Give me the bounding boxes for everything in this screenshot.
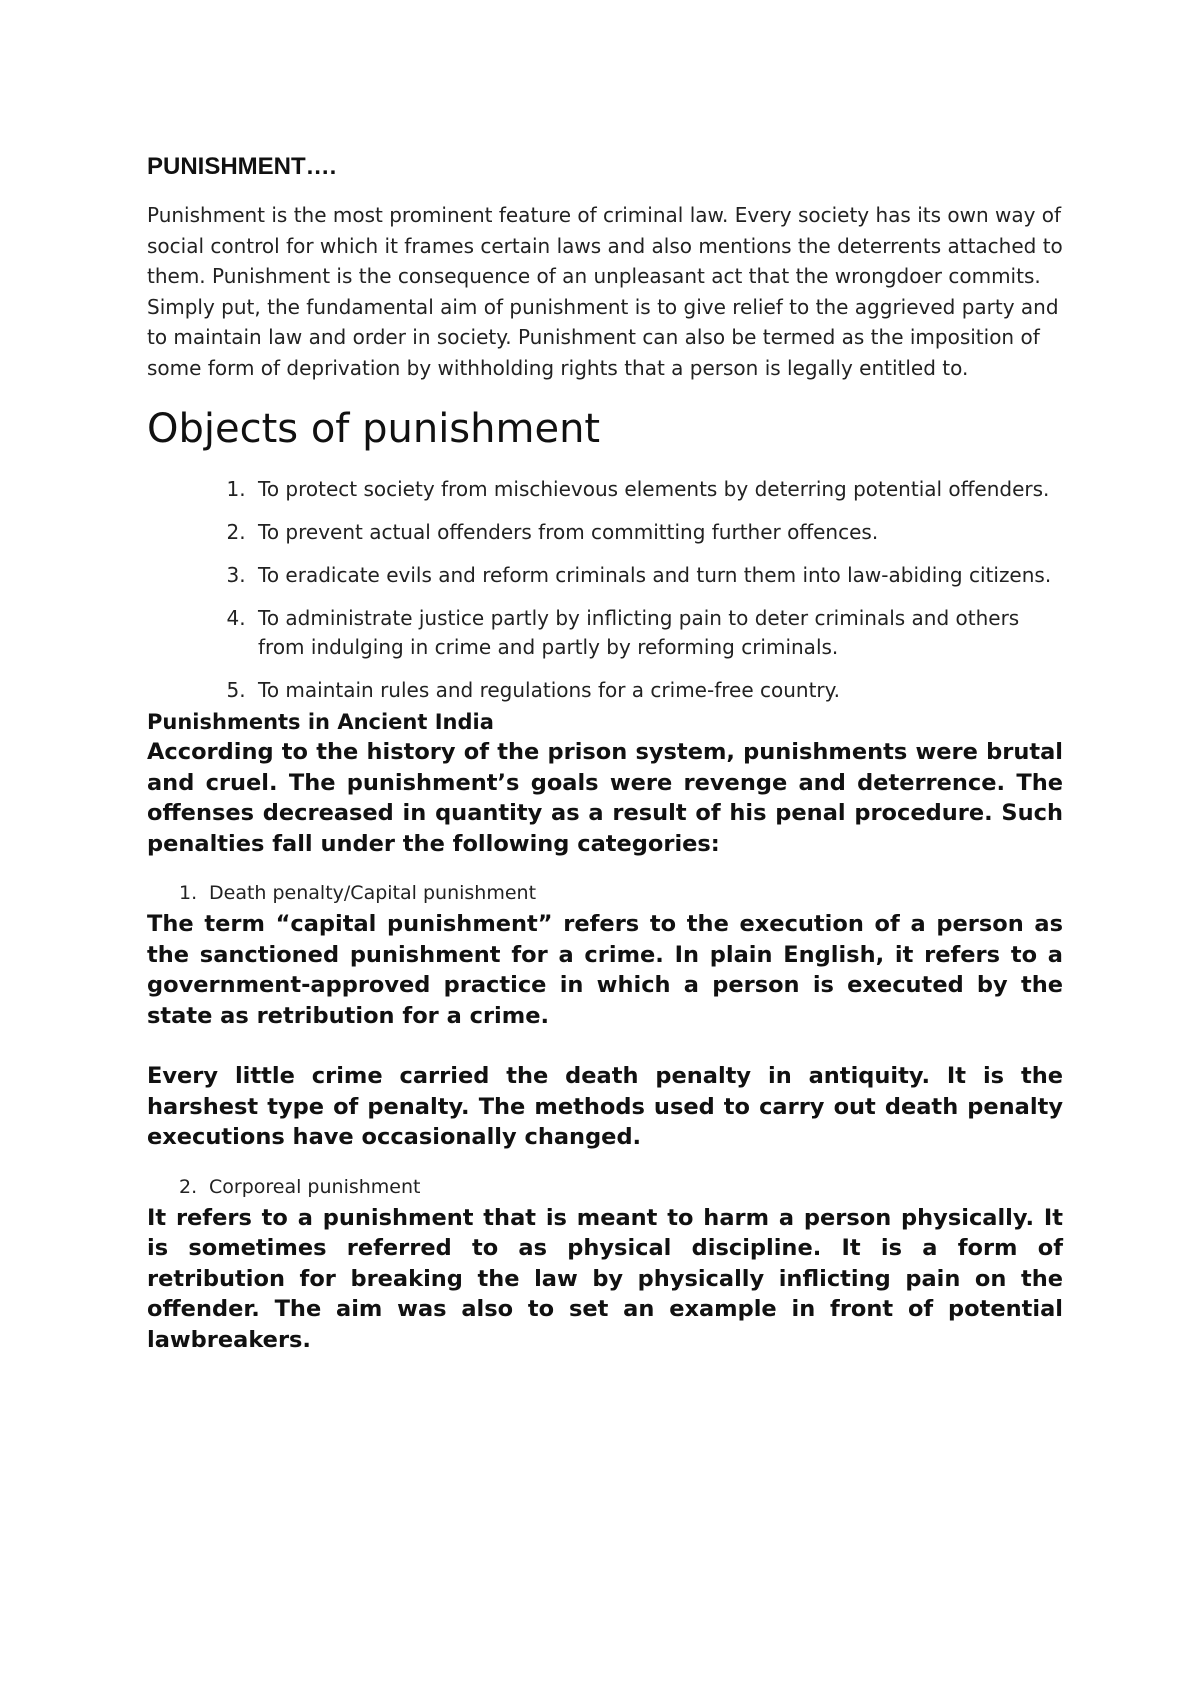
objects-list-item: 1. To protect society from mischievous elements by deterring potential offenders. bbox=[252, 475, 1063, 504]
category-number: 2. bbox=[179, 1175, 198, 1198]
objects-list bbox=[147, 475, 1063, 705]
document-page bbox=[147, 150, 1063, 1355]
ancient-india-paragraph: According to the history of the prison system, punishments were brutal and cruel. The punishment’s goals were revenge and deterrence. The offenses decreased in quantity as a result of his penal procedure. Such penalties fall under the following categories: bbox=[147, 739, 1063, 857]
ancient-india-heading: Punishments in Ancient India bbox=[147, 710, 494, 734]
objects-heading: Objects of punishment bbox=[147, 406, 601, 452]
category-label: Death penalty/Capital punishment bbox=[209, 882, 537, 904]
capital-punishment-paragraph: The term “capital punishment” refers to the execution of a person as the sanctioned punishment for a crime. In plain English, it refers to a government-approved practice in which a person is executed by the state as retribution for a crime. bbox=[147, 911, 1063, 1029]
category-label: Corporeal punishment bbox=[209, 1175, 421, 1198]
category-item-death-penalty bbox=[179, 879, 1063, 907]
objects-list-item: 3. To eradicate evils and reform criminals and turn them into law-abiding citizens. bbox=[252, 561, 1063, 590]
category-number: 1. bbox=[179, 882, 198, 904]
death-penalty-paragraph: Every little crime carried the death penalty in antiquity. It is the harshest type of penalty. The methods used to carry out death penalty executions have occasionally changed. bbox=[147, 1063, 1063, 1150]
objects-list-item: 4. To administrate justice partly by inflicting pain to deter criminals and others from indulging in crime and partly by reforming criminals. bbox=[252, 604, 1063, 662]
intro-paragraph: Punishment is the most prominent feature of criminal law. Every society has its own way of social control for which it frames certain laws and also mentions the deterrents attached to them. Punishment is the consequence of an unpleasant act that the wrongdoer commits. Simply put, the fundamental aim of punishment is to give relief to the aggrieved party and to maintain law and order in society. Punishment can also be termed as the imposition of some form of deprivation by withholding rights that a person is legally entitled to. bbox=[147, 203, 1063, 380]
document-title: PUNISHMENT…. bbox=[147, 153, 337, 180]
paragraph-spacer bbox=[147, 1031, 1063, 1061]
objects-list-item: 2. To prevent actual offenders from committing further offences. bbox=[252, 518, 1063, 547]
objects-list-item: 5. To maintain rules and regulations for a crime-free country. bbox=[252, 676, 1063, 705]
corporeal-punishment-paragraph: It refers to a punishment that is meant to harm a person physically. It is sometimes referred to as physical discipline. It is a form of retribution for breaking the law by physically inflicting pain on the offender. The aim was also to set an example in front of potential lawbreakers. bbox=[147, 1204, 1063, 1353]
category-item-corporeal bbox=[179, 1173, 1063, 1201]
